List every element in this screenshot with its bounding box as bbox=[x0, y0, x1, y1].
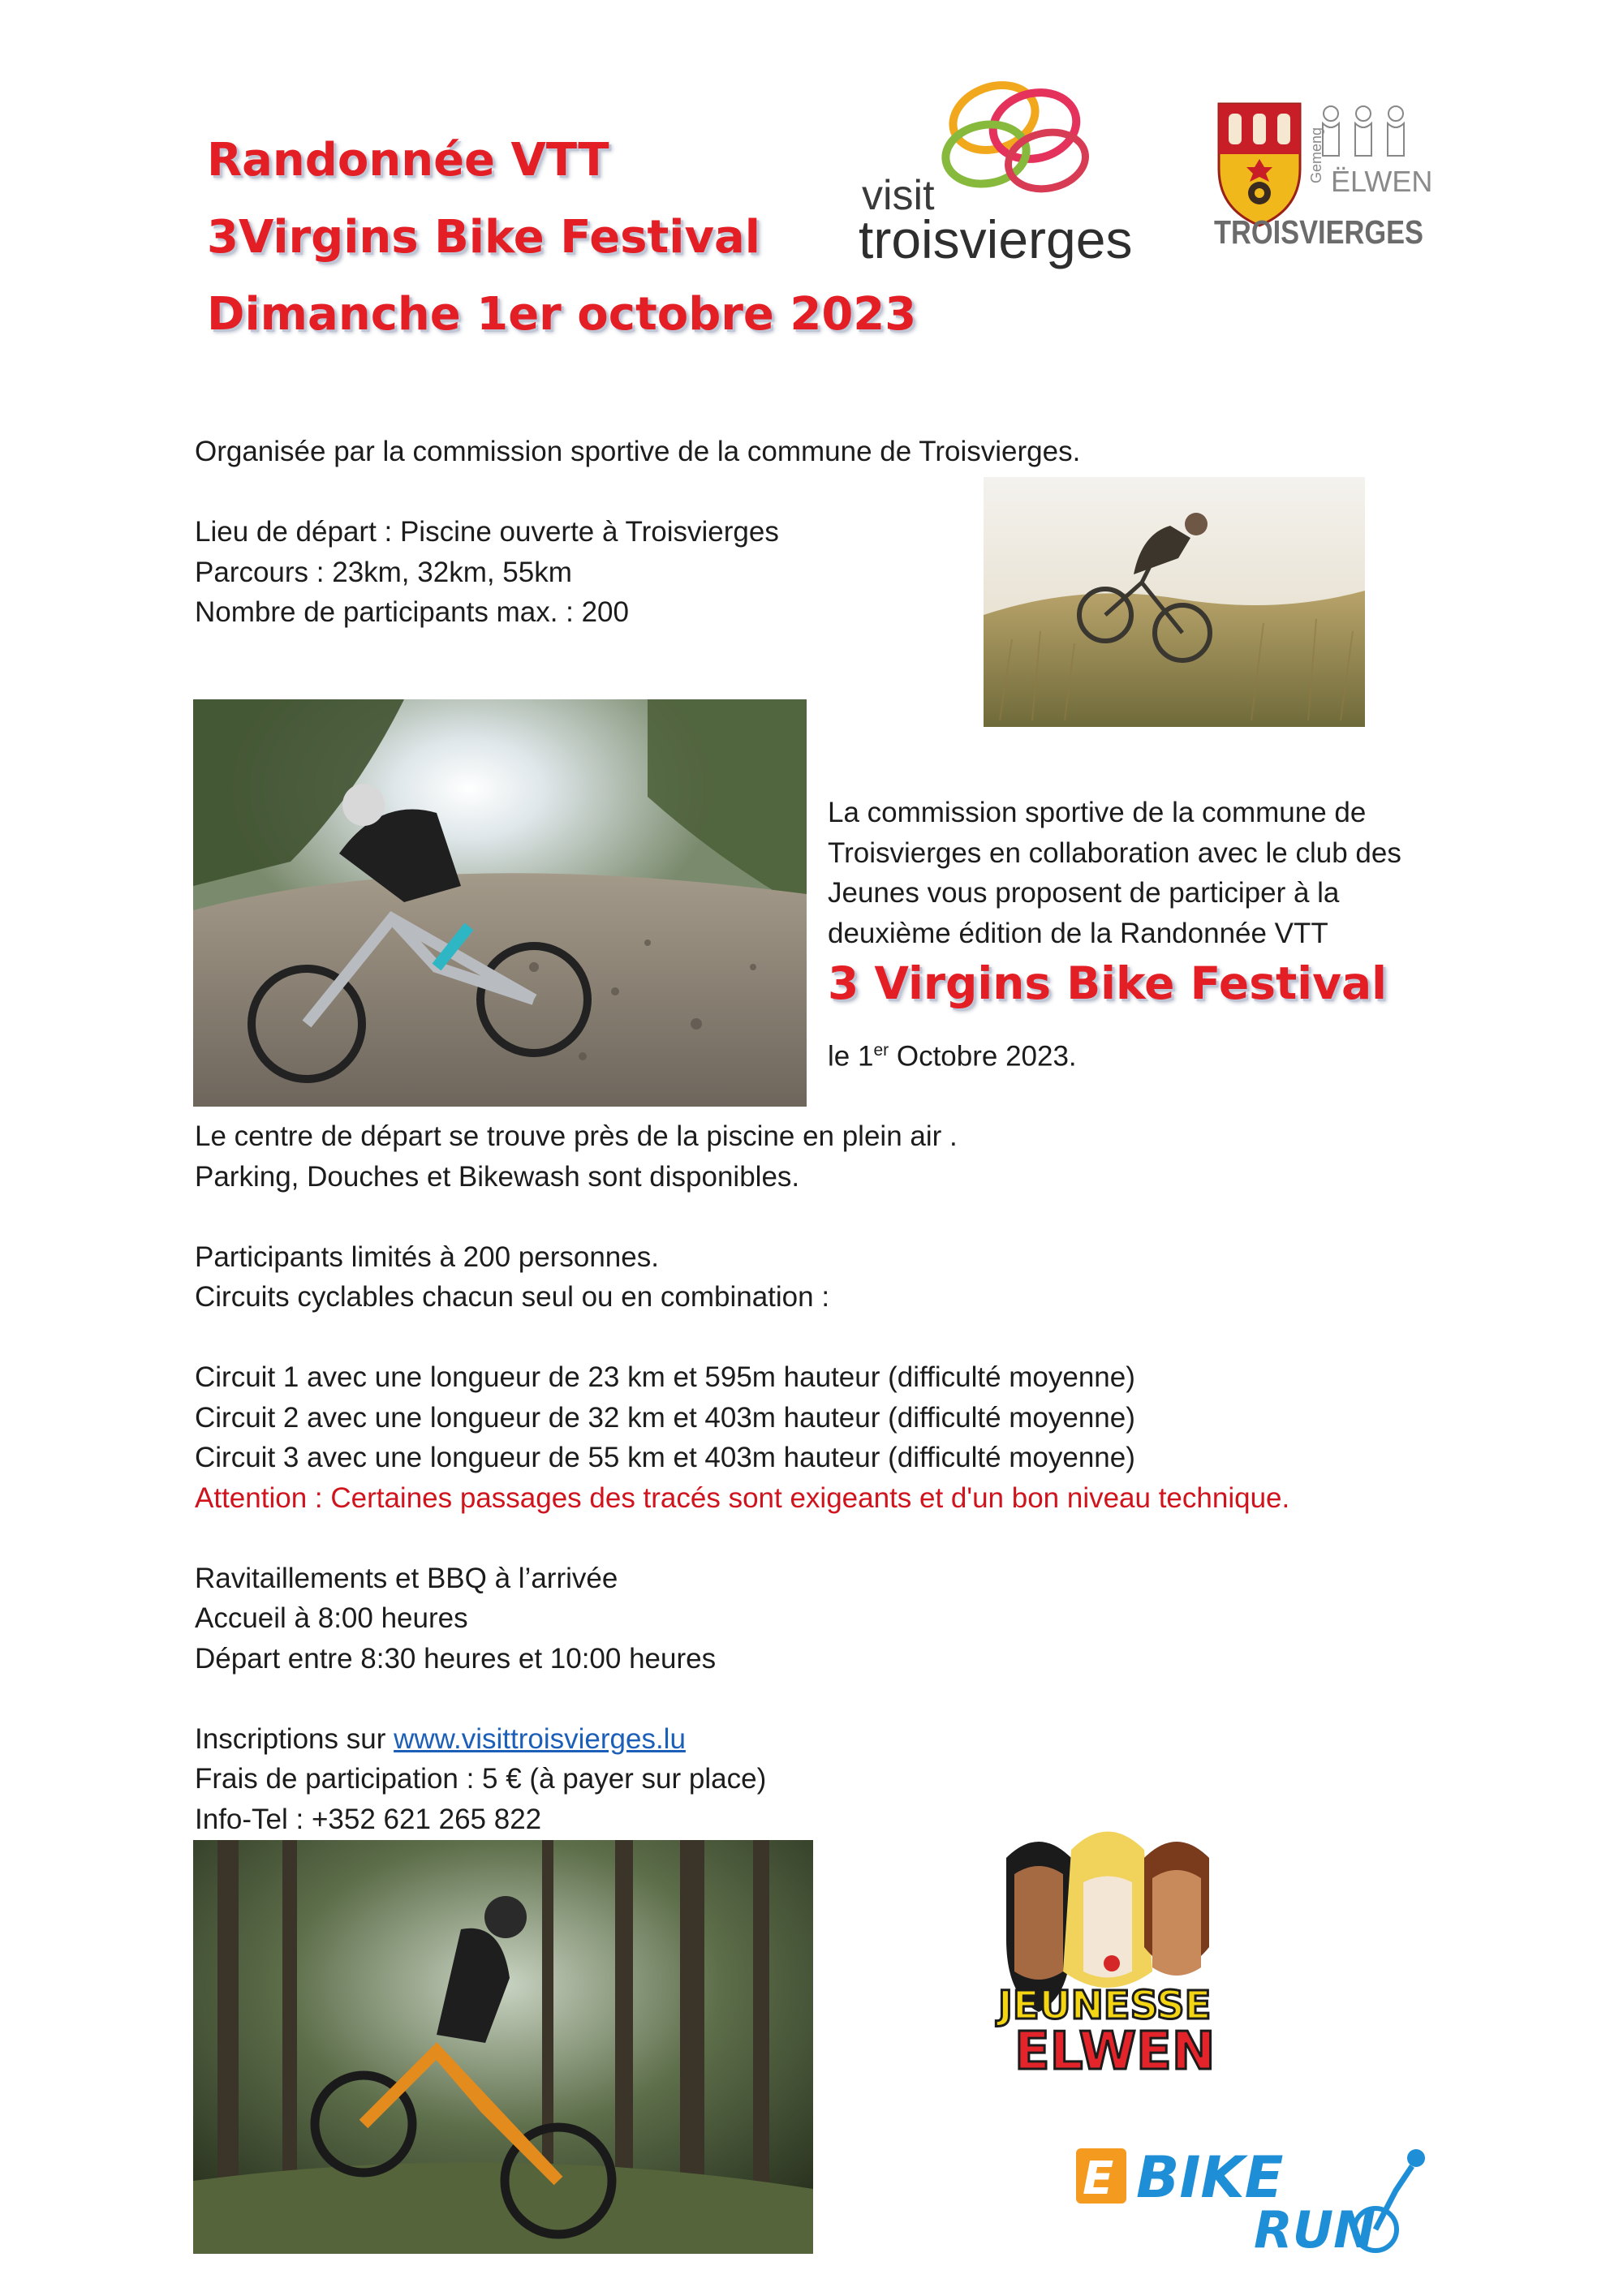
start-centre-text: Le centre de départ se trouve près de la piscine en plein air . bbox=[195, 1120, 958, 1152]
photo-rider-forest bbox=[193, 1840, 813, 2254]
fee-text: Frais de participation : 5 € (à payer sur place) bbox=[195, 1763, 767, 1795]
ebike-prefix: E bbox=[1083, 2152, 1114, 2205]
signup-prefix: Inscriptions sur bbox=[195, 1722, 394, 1755]
circuit-2-text: Circuit 2 avec une longueur de 32 km et 403m hauteur (difficulté moyenne) bbox=[195, 1401, 1135, 1434]
welcome-time-text: Accueil à 8:00 heures bbox=[195, 1602, 468, 1634]
run-word: RUN bbox=[1254, 2200, 1375, 2259]
date-prefix: le 1 bbox=[828, 1040, 874, 1073]
festival-heading: 3 Virgins Bike Festival bbox=[828, 957, 1387, 1009]
festival-date bbox=[828, 1030, 1077, 1077]
limit-text: Participants limités à 200 personnes. bbox=[195, 1240, 659, 1273]
side-line-2: Troisvierges en collaboration avec le club des bbox=[828, 836, 1401, 869]
commune-logo-town: TROISVIERGES bbox=[1214, 213, 1423, 251]
intro-block bbox=[195, 432, 1080, 633]
supplies-text: Ravitaillements et BBQ à l’arrivée bbox=[195, 1562, 618, 1594]
jeunesse-logo-line2: ELWEN bbox=[1014, 2022, 1216, 2082]
title-line-2: 3Virgins Bike Festival bbox=[207, 211, 760, 264]
page-title bbox=[207, 122, 916, 353]
commune-logo-small: Gemeng bbox=[1308, 127, 1324, 183]
attention-text: Attention : Certaines passages des tracés sont exigeants et d'un bon niveau technique. bbox=[195, 1481, 1290, 1514]
organiser-text: Organisée par la commission sportive de la commune de Troisvierges. bbox=[195, 436, 1081, 467]
ebike-word: BIKE bbox=[1136, 2144, 1284, 2211]
date-ordinal: er bbox=[873, 1041, 889, 1060]
circuit-3-text: Circuit 3 avec une longueur de 55 km et 403m hauteur (difficulté moyenne) bbox=[195, 1442, 1135, 1473]
side-line-3: Jeunes vous proposent de participer à la bbox=[828, 877, 1340, 909]
side-line-4: deuxième édition de la Randonnée VTT bbox=[828, 917, 1328, 949]
signup-line bbox=[195, 1719, 1289, 1760]
circuits-intro-text: Circuits cyclables chacun seul ou en combination : bbox=[195, 1281, 830, 1313]
signup-link[interactable]: www.visittroisvierges.lu bbox=[394, 1722, 686, 1755]
commune-logo bbox=[1209, 96, 1433, 251]
side-block bbox=[828, 793, 1401, 953]
photo-rider-meadow bbox=[984, 477, 1365, 727]
commune-logo-name: ËLWEN bbox=[1331, 165, 1433, 198]
jeunesse-elwen-logo bbox=[949, 1817, 1242, 2093]
facilities-text: Parking, Douches et Bikewash sont disponibles. bbox=[195, 1160, 800, 1193]
routes-text: Parcours : 23km, 32km, 55km bbox=[195, 556, 572, 588]
details-block bbox=[195, 1116, 1289, 1839]
title-line-3: Dimanche 1er octobre 2023 bbox=[207, 288, 917, 341]
visit-logo-top: visit bbox=[862, 172, 935, 219]
visit-logo-bottom: troisvierges bbox=[859, 209, 1133, 269]
jeunesse-logo-line1: JEUNESSE bbox=[998, 1983, 1212, 2028]
max-participants-text: Nombre de participants max. : 200 bbox=[195, 596, 629, 628]
departure-time-text: Départ entre 8:30 heures et 10:00 heures bbox=[195, 1642, 717, 1675]
side-line-1: La commission sportive de la commune de bbox=[828, 797, 1367, 828]
phone-text: Info-Tel : +352 621 265 822 bbox=[195, 1803, 542, 1835]
ebike-run-logo bbox=[1071, 2134, 1444, 2259]
circuit-1-text: Circuit 1 avec une longueur de 23 km et 595m hauteur (difficulté moyenne) bbox=[195, 1361, 1135, 1393]
photo-rider-rocky-trail bbox=[193, 699, 807, 1107]
visit-troisvierges-logo bbox=[852, 65, 1133, 269]
title-line-1: Randonnée VTT bbox=[207, 134, 609, 187]
date-suffix: Octobre 2023. bbox=[889, 1040, 1077, 1073]
start-location-text: Lieu de départ : Piscine ouverte à Troisvierges bbox=[195, 516, 779, 548]
